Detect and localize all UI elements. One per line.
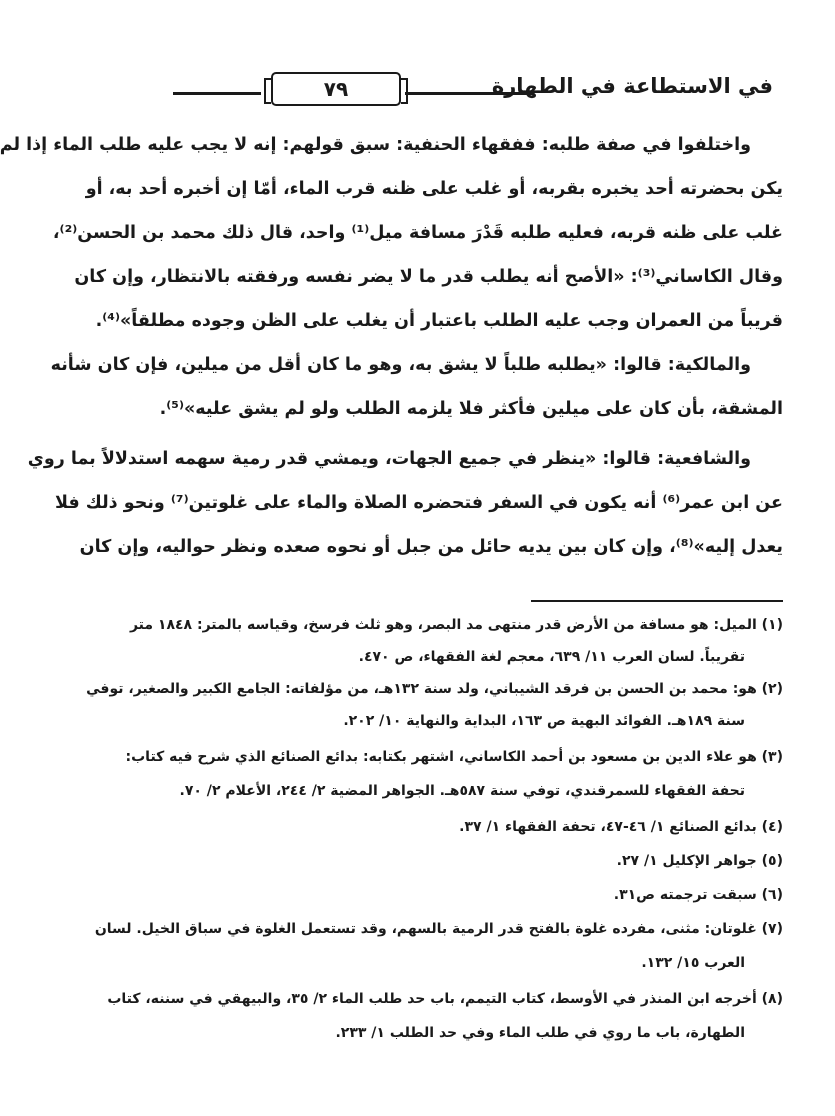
footnote-4: (٤) بدائع الصنائع ١/ ٤٦-٤٧، تحفة الفقهاء ١/ ٣٧. <box>459 819 783 835</box>
footnote-6: (٦) سبقت ترجمته ص٣١. <box>613 887 783 903</box>
page-number: ٧٩ <box>271 72 401 106</box>
body-line-5: قريباً من العمران وجب عليه الطلب باعتبار أن يغلب على الظن وجوده مطلقاً»⁽⁴⁾. <box>95 311 783 331</box>
footnote-8-line-1: (٨) أخرجه ابن المنذر في الأوسط، كتاب التيمم، باب حد طلب الماء ٢/ ٣٥، والبيهقي في سننه، كتاب <box>107 991 783 1007</box>
body-line-2: يكن بحضرته أحد يخبره بقربه، أو غلب على ظنه قرب الماء، أمّا إن أخبره أحد به، أو <box>85 179 783 199</box>
body-line-3: غلب على ظنه قربه، فعليه طلبه قَدْرَ مسافة ميل⁽¹⁾ واحد، قال ذلك محمد بن الحسن⁽²⁾، <box>52 223 783 243</box>
footnote-3-line-2: تحفة الفقهاء للسمرقندي، توفي سنة ٥٨٧هـ. الجواهر المضية ٢/ ٢٤٤، الأعلام ٢/ ٧٠. <box>179 783 745 799</box>
footnote-2-line-2: سنة ١٨٩هـ. الفوائد البهية ص ١٦٣، البداية والنهاية ١٠/ ٢٠٢. <box>343 713 745 729</box>
footnote-8-line-2: الطهارة، باب ما روي في طلب الماء وفي حد الطلب ١/ ٢٣٣. <box>335 1025 745 1041</box>
footnote-3-line-1: (٣) هو علاء الدين بن مسعود بن أحمد الكاساني، اشتهر بكتابه: بدائع الصنائع الذي شرح فيه كتاب: <box>125 749 783 765</box>
body-line-9: عن ابن عمر⁽⁶⁾ أنه يكون في السفر فتحضره الصلاة والماء على غلوتين⁽⁷⁾ ونحو ذلك فلا <box>54 493 783 513</box>
footnote-1-line-1: (١) الميل: هو مسافة من الأرض قدر منتهى مد البصر، وهو ثلث فرسخ، وقياسه بالمتر: ١٨٤٨ متر <box>129 617 783 633</box>
footnote-7-line-2: العرب ١٥/ ١٣٢. <box>641 955 745 971</box>
header-rule-right <box>405 92 533 95</box>
page-header <box>173 70 773 110</box>
running-title: في الاستطاعة في الطهارة <box>491 74 773 98</box>
body-line-1: واختلفوا في صفة طلبه: ففقهاء الحنفية: سبق قولهم: إنه لا يجب عليه طلب الماء إذا لم <box>0 135 751 155</box>
body-line-8: والشافعية: قالوا: «ينظر في جميع الجهات، ويمشي قدر رمية سهمه استدلالاً بما روي <box>27 449 751 469</box>
body-line-10: يعدل إليه»⁽⁸⁾، وإن كان بين يديه حائل من جبل أو نحوه صعده ونظر حواليه، وإن كان <box>79 537 783 557</box>
body-line-4: وقال الكاساني⁽³⁾: «الأصح أنه يطلب قدر ما لا يضر نفسه ورفقته بالانتظار، وإن كان <box>74 267 783 287</box>
body-line-7: المشقة، بأن كان على ميلين فأكثر فلا يلزمه الطلب ولو لم يشق عليه»⁽⁵⁾. <box>159 399 783 419</box>
footnote-2-line-1: (٢) هو: محمد بن الحسن بن فرقد الشيباني، ولد سنة ١٣٢هـ، من مؤلفاته: الجامع الكبير والصغير، توفي <box>86 681 783 697</box>
footnote-5: (٥) جواهر الإكليل ١/ ٢٧. <box>616 853 783 869</box>
footnote-7-line-1: (٧) غلوتان: مثنى، مفرده غلوة بالفتح قدر الرمية بالسهم، وقد تستعمل الغلوة في سباق الخيل. لسان <box>94 921 783 937</box>
header-rule-left <box>173 92 261 95</box>
footnote-separator <box>531 600 783 602</box>
body-line-6: والمالكية: قالوا: «يطلبه طلباً لا يشق به، وهو ما كان أقل من ميلين، فإن كان شأنه <box>50 355 751 375</box>
footnote-1-line-2: تقريباً. لسان العرب ١١/ ٦٣٩، معجم لغة الفقهاء، ص ٤٧٠. <box>358 649 745 665</box>
